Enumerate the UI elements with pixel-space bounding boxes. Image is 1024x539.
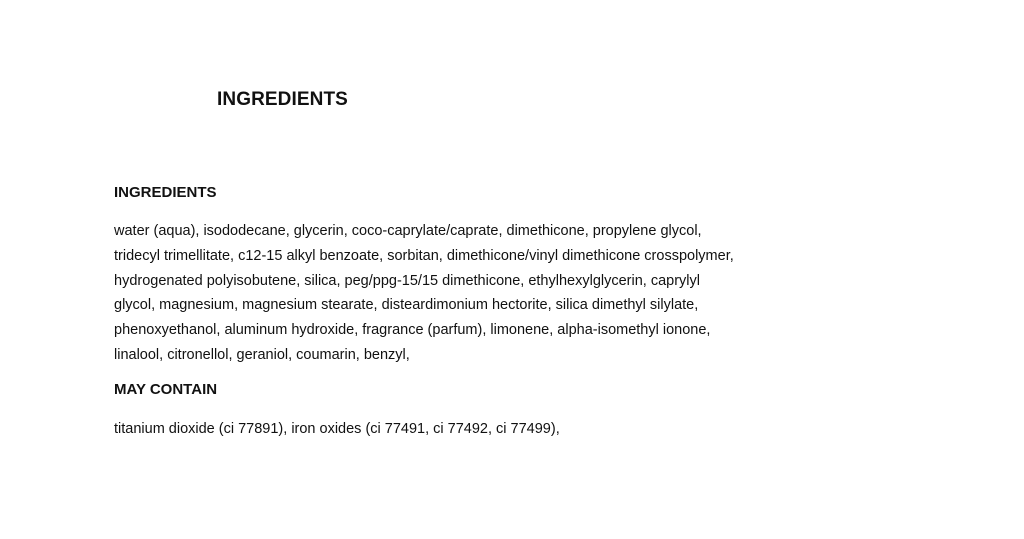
ingredients-line: tridecyl trimellitate, c12-15 alkyl benzoate, sorbitan, dimethicone/vinyl dimethicone crosspolymer,	[114, 247, 734, 264]
may-contain-list	[114, 417, 744, 442]
ingredients-heading: INGREDIENTS	[114, 184, 217, 201]
ingredients-line: glycol, magnesium, magnesium stearate, disteardimonium hectorite, silica dimethyl silylate,	[114, 297, 699, 314]
ingredients-content	[114, 183, 744, 442]
page-title: INGREDIENTS	[217, 89, 348, 110]
ingredients-line: linalool, citronellol, geraniol, coumarin, benzyl,	[114, 346, 410, 363]
ingredients-list	[114, 219, 744, 368]
ingredients-line: hydrogenated polyisobutene, silica, peg/ppg-15/15 dimethicone, ethylhexylglycerin, caprylyl	[114, 272, 700, 289]
may-contain-line: titanium dioxide (ci 77891), iron oxides (ci 77491, ci 77492, ci 77499),	[114, 420, 560, 437]
ingredients-line: phenoxyethanol, aluminum hydroxide, fragrance (parfum), limonene, alpha-isomethyl ionone,	[114, 322, 711, 339]
may-contain-heading: MAY CONTAIN	[114, 380, 218, 398]
ingredients-line: water (aqua), isododecane, glycerin, coco-caprylate/caprate, dimethicone, propylene glycol,	[114, 223, 702, 239]
